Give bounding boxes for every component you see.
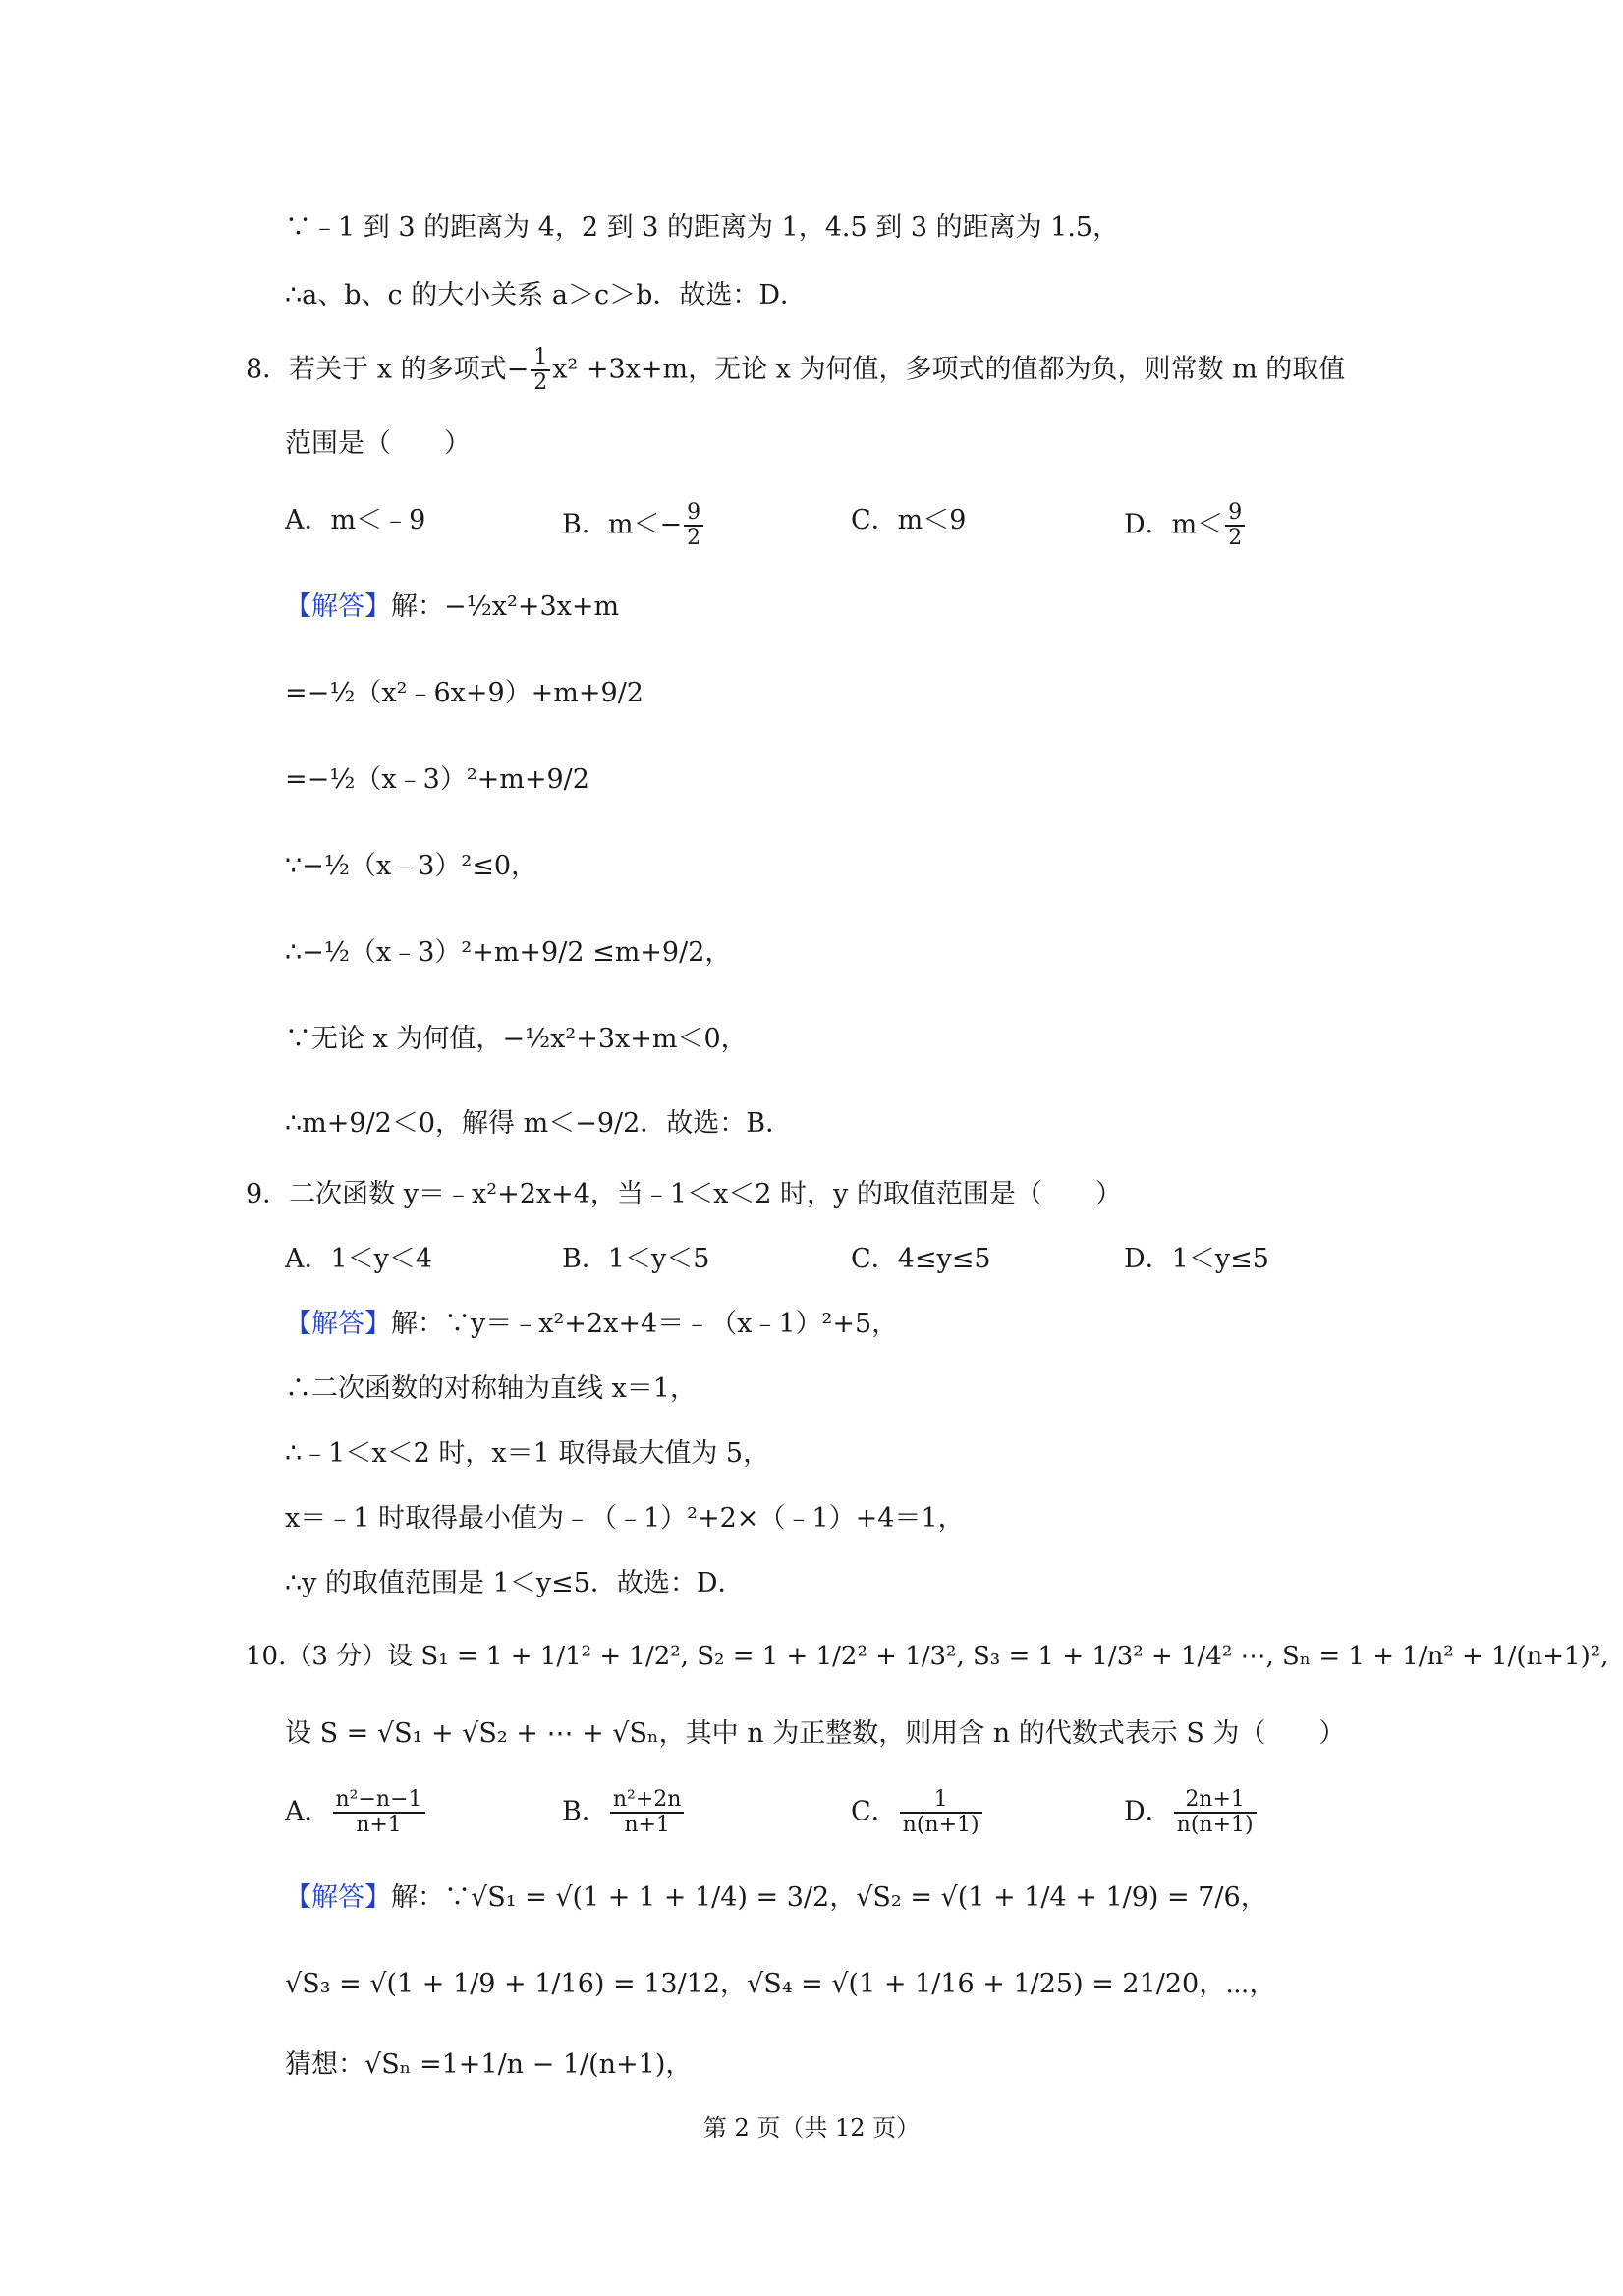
solution-text: 解：∵y＝﹣x²+2x+4＝﹣（x﹣1）²+5， — [391, 1309, 899, 1339]
solution-line: ∴二次函数的对称轴为直线 x＝1， — [285, 1373, 697, 1404]
solution-line — [0, 1305, 1623, 1344]
stem-part: 8．若关于 x 的多项式− — [246, 354, 530, 385]
solution-line: =−½（x²﹣6x+9）+m+9/2 — [285, 678, 644, 708]
text-line: ∴a、b、c 的大小关系 a＞c＞b．故选：D． — [285, 280, 807, 310]
numerator: 9 — [687, 500, 701, 525]
solution-line: √S₃ = √(1 + 1/9 + 1/16) = 13/12，√S₄ = √(1 + 1/16 + 1/25) = 21/20，⋯， — [285, 1969, 1276, 1999]
fraction — [610, 1788, 685, 1837]
numerator: 1 — [933, 1787, 948, 1812]
answer-tag: 【解答】 — [285, 1309, 391, 1339]
question-10-stem-cont: 设 S = √S₁ + √S₂ + ⋯ + √Sₙ，其中 n 为正整数，则用含 n 的代数式表示 S 为（ ） — [285, 1718, 1346, 1749]
solution-line: x＝﹣1 时取得最小值为﹣（﹣1）²+2×（﹣1）+4＝1， — [285, 1503, 965, 1534]
denominator: 2 — [684, 525, 703, 550]
option-label: B．m＜− — [562, 509, 683, 540]
answer-tag: 【解答】 — [285, 1882, 391, 1913]
solution-line: ∴−½（x﹣3）²+m+9/2 ≤m+9/2， — [285, 937, 732, 968]
option-b: B．1＜y＜5 — [562, 1244, 710, 1274]
solution-line: ∴m+9/2＜0，解得 m＜−9/2．故选：B． — [285, 1108, 793, 1139]
denominator: 2 — [531, 369, 550, 395]
option-d — [1124, 501, 1247, 550]
option-c: C．4≤y≤5 — [851, 1244, 991, 1274]
option-c — [851, 1788, 984, 1837]
option-d: D．1＜y≤5 — [1124, 1244, 1269, 1274]
question-8-stem — [0, 346, 1623, 395]
solution-line — [0, 588, 1623, 627]
option-label: C． — [851, 1796, 898, 1827]
denominator: n(n+1) — [900, 1812, 982, 1837]
option-b — [562, 501, 705, 550]
fraction — [900, 1788, 982, 1837]
solution-line: 猜想：√Sₙ =1+1/n − 1/(n+1)， — [285, 2049, 693, 2080]
question-8-stem-cont: 范围是（ ） — [285, 428, 471, 459]
numerator: n²−n−1 — [335, 1787, 422, 1812]
fraction — [1225, 501, 1245, 550]
option-d — [1124, 1788, 1259, 1837]
denominator: 2 — [1225, 525, 1245, 550]
numerator: n²+2n — [612, 1787, 682, 1812]
option-c: C．m＜9 — [851, 505, 967, 535]
solution-line: ∴y 的取值范围是 1＜y≤5．故选：D． — [285, 1568, 745, 1598]
text-line: ∵﹣1 到 3 的距离为 4，2 到 3 的距离为 1，4.5 到 3 的距离为 1.5， — [285, 212, 1120, 243]
option-a: A．m＜﹣9 — [285, 505, 426, 535]
fraction — [531, 346, 550, 395]
denominator: n(n+1) — [1174, 1812, 1257, 1837]
option-label: B． — [562, 1796, 608, 1827]
solution-line — [0, 1878, 1623, 1918]
solution-line: ∵−½（x﹣3）²≤0， — [285, 851, 538, 881]
option-label: D．m＜ — [1124, 509, 1224, 540]
question-10-stem: 10.（3 分）设 S₁ = 1 + 1/1² + 1/2², S₂ = 1 + 1/2² + 1/3², S₃ = 1 + 1/3² + 1/4² ⋯, Sₙ = 1 + 1/n² + 1/(n+1)², — [246, 1642, 1609, 1671]
denominator: n+1 — [333, 1812, 425, 1837]
option-a — [285, 1788, 427, 1837]
numerator: 9 — [1228, 500, 1243, 525]
stem-part: x² +3x+m，无论 x 为何值，多项式的值都为负，则常数 m 的取值 — [552, 354, 1346, 385]
option-a: A．1＜y＜4 — [285, 1244, 433, 1274]
option-label: D． — [1124, 1796, 1172, 1827]
option-label: A． — [285, 1796, 331, 1827]
solution-line: =−½（x﹣3）²+m+9/2 — [285, 764, 589, 795]
fraction — [333, 1788, 425, 1837]
numerator: 2n+1 — [1185, 1787, 1245, 1812]
solution-line: ∵无论 x 为何值，−½x²+3x+m＜0， — [285, 1024, 748, 1054]
answer-tag: 【解答】 — [285, 591, 391, 622]
fraction — [684, 501, 703, 550]
page-footer: 第 2 页（共 12 页） — [702, 2114, 921, 2142]
question-9-stem: 9．二次函数 y＝﹣x²+2x+4，当﹣1＜x＜2 时，y 的取值范围是（ ） — [246, 1179, 1122, 1209]
fraction — [1174, 1788, 1257, 1837]
option-b — [562, 1788, 686, 1837]
numerator: 1 — [533, 345, 548, 369]
solution-text: 解：−½x²+3x+m — [391, 591, 620, 622]
solution-text: 解：∵√S₁ = √(1 + 1 + 1/4) = 3/2，√S₂ = √(1 + 1/4 + 1/9) = 7/6， — [391, 1882, 1267, 1913]
denominator: n+1 — [610, 1812, 685, 1837]
solution-line: ∴﹣1＜x＜2 时，x＝1 取得最大值为 5， — [285, 1438, 770, 1469]
